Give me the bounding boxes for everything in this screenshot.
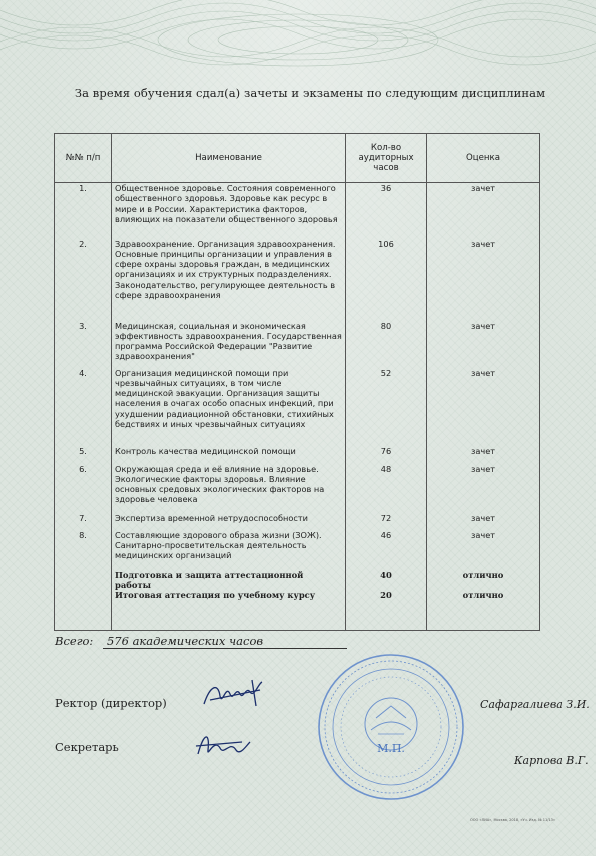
- row-grade: зачет: [427, 530, 540, 570]
- page-heading: За время обучения сдал(а) зачеты и экзамены по следующим дисциплинам: [74, 86, 546, 100]
- row-grade: зачет: [427, 183, 540, 239]
- rector-name: Сафаргалиева З.И.: [480, 698, 590, 711]
- total-label: Всего:: [55, 634, 94, 648]
- table-row: [55, 513, 540, 530]
- official-seal: [316, 652, 466, 802]
- table-row-final: [55, 590, 540, 630]
- header-hours: Кол-во аудиторных часов: [346, 134, 427, 183]
- table-row: [55, 368, 540, 446]
- row-name: Окружающая среда и её влияние на здоровье. Экологические факторы здоровья. Влияние основных средовых экологических факторов на здоровье человека: [112, 464, 346, 513]
- table-header-row: [55, 134, 540, 183]
- row-name: Экспертиза временной нетрудоспособности: [112, 513, 346, 530]
- seal-text: М.П.: [377, 742, 405, 755]
- row-grade: зачет: [427, 239, 540, 321]
- table-row: [55, 239, 540, 321]
- table-row: [55, 530, 540, 570]
- total-hours: [55, 634, 347, 649]
- rector-signature: [200, 676, 270, 712]
- row-name: Контроль качества медицинской помощи: [112, 446, 346, 464]
- row-hours: 48: [346, 464, 427, 513]
- row-num: 4.: [55, 368, 112, 446]
- row-hours: 46: [346, 530, 427, 570]
- row-name: Общественное здоровье. Состояния современного общественного здоровья. Здоровье как ресурс в мире и в России. Характеристика факторов, влияющих на показатели общественного здоровья: [112, 183, 346, 239]
- secretary-signature: [192, 728, 252, 762]
- row-name: Организация медицинской помощи при чрезвычайных ситуациях, в том числе медицинской эвакуации. Организация защиты населения в очагах особо опасных инфекций, при ухудшении радиационной обстановки, стихийных бедствиях и иных чрезвычайных ситуациях: [112, 368, 346, 446]
- row-name: Медицинская, социальная и экономическая эффективность здравоохранения. Государственная программа Российской Федерации "Развитие здравоохранения": [112, 321, 346, 368]
- row-name: Итоговая аттестация по учебному курсу: [112, 590, 346, 630]
- row-num: 6.: [55, 464, 112, 513]
- table-row: [55, 183, 540, 239]
- row-num: 2.: [55, 239, 112, 321]
- grades-table: [54, 133, 540, 631]
- row-name: Составляющие здорового образа жизни (ЗОЖ). Санитарно-просветительская деятельность медицинских организаций: [112, 530, 346, 570]
- row-hours: 80: [346, 321, 427, 368]
- row-num: [55, 570, 112, 591]
- secretary-label: Секретарь: [55, 740, 119, 754]
- row-num: 3.: [55, 321, 112, 368]
- row-hours: 52: [346, 368, 427, 446]
- row-grade: отлично: [427, 570, 540, 591]
- header-num: №№ п/п: [55, 134, 112, 183]
- row-hours: 72: [346, 513, 427, 530]
- table-row-final: [55, 570, 540, 591]
- row-name: Подготовка и защита аттестационной работы: [112, 570, 346, 591]
- row-grade: зачет: [427, 513, 540, 530]
- guilloche-ornament: [0, 0, 596, 90]
- row-hours: 36: [346, 183, 427, 239]
- row-name: Здравоохранение. Организация здравоохранения. Основные принципы организации и управления в сфере охраны здоровья граждан, в медицинских организациях и их структурных подразделениях. Законодательство, регулирующее деятельность в сфере здравоохранения: [112, 239, 346, 321]
- row-hours: 40: [346, 570, 427, 591]
- secretary-name: Карпова В.Г.: [514, 754, 589, 767]
- row-hours: 76: [346, 446, 427, 464]
- row-num: 1.: [55, 183, 112, 239]
- row-num: [55, 590, 112, 630]
- row-hours: 20: [346, 590, 427, 630]
- row-grade: отлично: [427, 590, 540, 630]
- total-value: 576 академических часов: [103, 634, 347, 649]
- row-grade: зачет: [427, 321, 540, 368]
- row-num: 5.: [55, 446, 112, 464]
- row-num: 7.: [55, 513, 112, 530]
- table-row: [55, 446, 540, 464]
- table-row: [55, 321, 540, 368]
- row-grade: зачет: [427, 464, 540, 513]
- row-num: 8.: [55, 530, 112, 570]
- row-hours: 106: [346, 239, 427, 321]
- print-footer: ООО «ЛИА», Москва, 2018, «Уч. Изд. № 11/13»: [470, 818, 555, 822]
- table-row: [55, 464, 540, 513]
- rector-label: Ректор (директор): [55, 696, 167, 710]
- header-grade: Оценка: [427, 134, 540, 183]
- row-grade: зачет: [427, 368, 540, 446]
- header-name: Наименование: [112, 134, 346, 183]
- row-grade: зачет: [427, 446, 540, 464]
